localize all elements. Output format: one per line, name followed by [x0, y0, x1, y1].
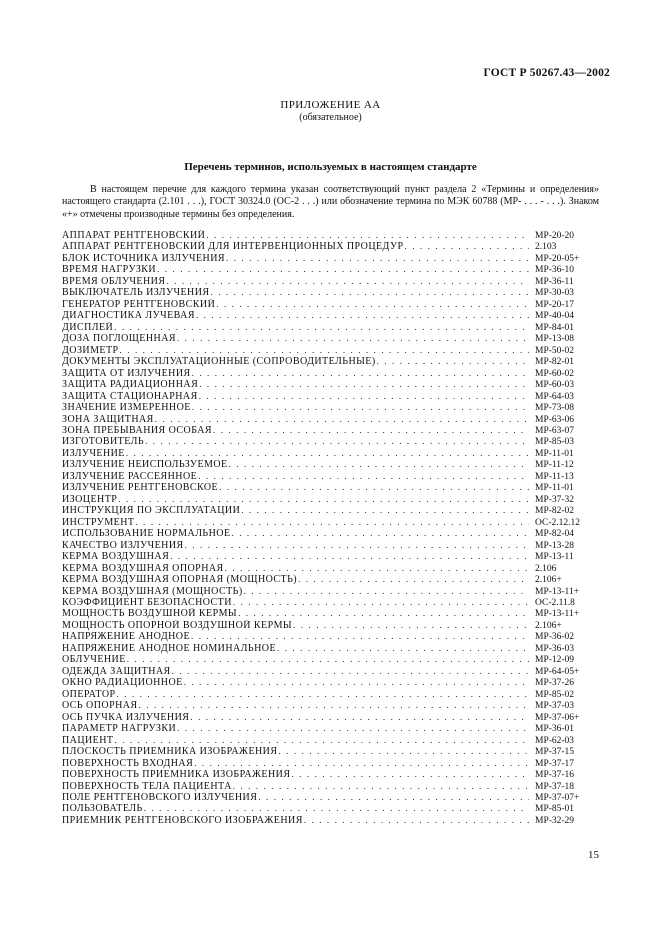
term-name: ОКНО РАДИАЦИОННОЕ	[62, 677, 183, 689]
term-row	[62, 563, 599, 574]
term-row	[62, 769, 599, 780]
term-reference: МР-11-01	[535, 448, 574, 459]
term-name: ОБЛУЧЕНИЕ	[62, 654, 126, 666]
term-reference: МР-85-02	[535, 689, 575, 700]
term-row	[62, 402, 599, 413]
term-reference: ОС-2.11.8	[535, 598, 575, 608]
term-reference: МР-37-18	[535, 781, 575, 792]
dot-leader	[184, 540, 529, 551]
dot-leader	[218, 482, 529, 493]
term-row	[62, 448, 599, 459]
term-row	[62, 677, 599, 688]
term-name: АППАРАТ РЕНТГЕНОВСКИЙ ДЛЯ ИНТЕРВЕНЦИОННЫХ ПРОЦЕДУР	[62, 241, 404, 253]
term-name: ПОЛЬЗОВАТЕЛЬ	[62, 803, 143, 815]
term-reference: МР-13-08	[535, 334, 575, 345]
dot-leader	[210, 287, 529, 298]
term-row	[62, 379, 599, 390]
term-reference: МР-32-29	[535, 815, 575, 826]
dot-leader	[232, 597, 529, 608]
term-reference: 2.103	[535, 242, 557, 253]
term-row	[62, 631, 599, 642]
dot-leader	[215, 299, 529, 310]
term-reference: МР-50-02	[535, 345, 575, 356]
term-name: ПОВЕРХНОСТЬ ВХОДНАЯ	[62, 757, 194, 769]
term-reference: МР-30-03	[535, 288, 575, 299]
term-name: ИСПОЛЬЗОВАНИЕ НОРМАЛЬНОЕ	[62, 528, 231, 540]
term-row	[62, 241, 599, 252]
term-reference: ОС-2.12.12	[535, 517, 580, 528]
annex-title: ПРИЛОЖЕНИЕ АА	[280, 99, 381, 111]
term-reference: МР-73-08	[535, 403, 575, 414]
dot-leader	[116, 689, 529, 700]
dot-leader	[183, 677, 529, 688]
term-reference: МР-36-11	[535, 276, 574, 287]
term-name: ОСЬ ПУЧКА ИЗЛУЧЕНИЯ	[62, 711, 190, 723]
term-row	[62, 253, 599, 264]
term-name: ДИАГНОСТИКА ЛУЧЕВАЯ	[62, 310, 195, 322]
term-row	[62, 287, 599, 298]
dot-leader	[297, 574, 529, 585]
dot-leader	[169, 551, 529, 562]
dot-leader	[225, 253, 529, 264]
term-row	[62, 276, 599, 287]
dot-leader	[198, 391, 529, 402]
term-row	[62, 643, 599, 654]
term-name: ГЕНЕРАТОР РЕНТГЕНОВСКИЙ	[62, 298, 216, 310]
term-reference: МР-64-05+	[535, 666, 580, 677]
term-name: МОЩНОСТЬ ОПОРНОЙ ВОЗДУШНОЙ КЕРМЫ	[62, 619, 293, 631]
term-reference: 2.106+	[535, 620, 562, 631]
dot-leader	[119, 345, 529, 356]
term-row	[62, 792, 599, 803]
term-reference: МР-82-02	[535, 506, 575, 517]
term-row	[62, 322, 599, 333]
term-reference: МР-12-09	[535, 655, 575, 666]
term-row	[62, 517, 599, 528]
term-reference: МР-37-03	[535, 701, 575, 712]
term-name: ЗАЩИТА ОТ ИЗЛУЧЕНИЯ	[62, 367, 191, 379]
term-row	[62, 735, 599, 746]
term-name: ИЗГОТОВИТЕЛЬ	[62, 436, 145, 448]
term-name: ИНСТРУКЦИЯ ПО ЭКСПЛУАТАЦИИ	[62, 505, 241, 517]
term-name: ПРИЕМНИК РЕНТГЕНОВСКОГО ИЗОБРАЖЕНИЯ	[62, 814, 303, 826]
term-row	[62, 689, 599, 700]
term-name: ДОЗА ПОГЛОЩЕННАЯ	[62, 333, 176, 345]
term-row	[62, 620, 599, 631]
dot-leader	[232, 781, 529, 792]
term-name: ЗАЩИТА РАДИАЦИОННАЯ	[62, 379, 199, 391]
intro-paragraph: В настоящем перечне для каждого термина указан соответствующий пункт раздела 2 «Термины и определения» настоящего стандарта (2.101 . . .), ГОСТ 30324.0 (ОС-2 . . .) или обозначение термина по МЭК 60788 (МР- . . . - . . .). Знаком «+» отмечены производные термины без определения.	[62, 184, 599, 220]
dot-leader	[212, 425, 529, 436]
term-reference: МР-37-32	[535, 494, 575, 505]
term-reference: 2.106	[535, 563, 557, 574]
term-row	[62, 528, 599, 539]
term-name: ВРЕМЯ НАГРУЗКИ	[62, 264, 157, 276]
term-row	[62, 551, 599, 562]
term-name: ЗНАЧЕНИЕ ИЗМЕРЕННОЕ	[62, 402, 191, 414]
term-reference: МР-20-20	[535, 231, 575, 241]
term-name: КЕРМА ВОЗДУШНАЯ	[62, 551, 170, 563]
term-row	[62, 482, 599, 493]
term-row	[62, 758, 599, 769]
term-row	[62, 666, 599, 677]
term-name: ЗОНА ЗАЩИТНАЯ	[62, 413, 154, 425]
term-reference: 2.106+	[535, 575, 562, 586]
dot-leader	[290, 769, 529, 780]
term-row	[62, 391, 599, 402]
dot-leader	[113, 735, 529, 746]
dot-leader	[165, 276, 529, 287]
dot-leader	[205, 230, 529, 241]
term-reference: МР-20-17	[535, 299, 575, 310]
term-row	[62, 471, 599, 482]
term-name: КЕРМА ВОЗДУШНАЯ ОПОРНАЯ (МОЩНОСТЬ)	[62, 574, 298, 586]
term-row	[62, 230, 599, 241]
term-row	[62, 505, 599, 516]
term-row	[62, 781, 599, 792]
term-reference: МР-62-03	[535, 735, 575, 746]
term-name: ИЗЛУЧЕНИЕ	[62, 447, 125, 459]
dot-leader	[171, 666, 529, 677]
dot-leader	[176, 723, 529, 734]
dot-leader	[126, 654, 529, 665]
dot-leader	[198, 379, 529, 390]
term-name: ИНСТРУМЕНТ	[62, 516, 135, 528]
annex-note: (обязательное)	[299, 112, 362, 123]
term-row	[62, 540, 599, 551]
term-reference: МР-37-17	[535, 758, 575, 769]
term-reference: МР-82-01	[535, 357, 575, 368]
term-reference: МР-36-03	[535, 643, 575, 654]
term-row	[62, 815, 599, 826]
dot-leader	[134, 517, 529, 528]
terms-list	[62, 230, 599, 826]
term-reference: МР-37-16	[535, 770, 575, 781]
term-reference: МР-13-11	[535, 552, 574, 563]
term-name: ВЫКЛЮЧАТЕЛЬ ИЗЛУЧЕНИЯ	[62, 287, 210, 299]
dot-leader	[237, 608, 529, 619]
dot-leader	[257, 792, 529, 803]
term-reference: МР-63-07	[535, 425, 575, 436]
term-row	[62, 723, 599, 734]
term-name: ДОЗИМЕТР	[62, 344, 119, 356]
term-name: ПОВЕРХНОСТЬ ТЕЛА ПАЦИЕНТА	[62, 780, 232, 792]
term-row	[62, 746, 599, 757]
term-name: ЗАЩИТА СТАЦИОНАРНАЯ	[62, 390, 198, 402]
dot-leader	[231, 528, 529, 539]
term-name: ПОЛЕ РЕНТГЕНОВСКОГО ИЗЛУЧЕНИЯ	[62, 791, 258, 803]
term-reference: МР-20-05+	[535, 253, 580, 264]
term-name: ИЗЛУЧЕНИЕ РЕНТГЕНОВСКОЕ	[62, 482, 219, 494]
dot-leader	[125, 448, 529, 459]
term-reference: МР-11-12	[535, 460, 574, 471]
term-row	[62, 459, 599, 470]
term-reference: МР-11-01	[535, 483, 574, 494]
term-row	[62, 333, 599, 344]
term-row	[62, 345, 599, 356]
term-name: ПОВЕРХНОСТЬ ПРИЕМНИКА ИЗОБРАЖЕНИЯ	[62, 769, 291, 781]
term-reference: МР-63-06	[535, 414, 575, 425]
term-row	[62, 494, 599, 505]
dot-leader	[195, 310, 529, 321]
dot-leader	[144, 436, 529, 447]
term-name: НАПРЯЖЕНИЕ АНОДНОЕ	[62, 631, 191, 643]
dot-leader	[191, 368, 529, 379]
dot-leader	[176, 333, 529, 344]
dot-leader	[143, 803, 529, 814]
term-reference: МР-60-02	[535, 368, 575, 379]
term-name: ВРЕМЯ ОБЛУЧЕНИЯ	[62, 275, 166, 287]
dot-leader	[113, 322, 529, 333]
term-reference: МР-40-04	[535, 311, 575, 322]
dot-leader	[240, 505, 529, 516]
dot-leader	[404, 241, 530, 252]
term-row	[62, 586, 599, 597]
term-name: БЛОК ИСТОЧНИКА ИЗЛУЧЕНИЯ	[62, 252, 226, 264]
dot-leader	[276, 643, 529, 654]
term-name: ОСЬ ОПОРНАЯ	[62, 700, 138, 712]
dot-leader	[197, 471, 529, 482]
term-row	[62, 414, 599, 425]
term-name: ИЗЛУЧЕНИЕ НЕИСПОЛЬЗУЕМОЕ	[62, 459, 228, 471]
annex-heading	[0, 99, 661, 124]
term-row	[62, 264, 599, 275]
term-reference: МР-37-06+	[535, 712, 580, 723]
term-reference: МР-85-01	[535, 804, 575, 815]
term-reference: МР-13-11+	[535, 609, 580, 620]
term-name: КЕРМА ВОЗДУШНАЯ ОПОРНАЯ	[62, 562, 224, 574]
term-row	[62, 368, 599, 379]
term-row	[62, 608, 599, 619]
term-reference: МР-37-15	[535, 747, 575, 758]
term-name: МОЩНОСТЬ ВОЗДУШНОЙ КЕРМЫ	[62, 608, 238, 620]
dot-leader	[277, 746, 529, 757]
term-row	[62, 597, 599, 608]
term-reference: МР-60-03	[535, 380, 575, 391]
dot-leader	[117, 494, 529, 505]
dot-leader	[193, 758, 529, 769]
term-reference: МР-85-03	[535, 437, 575, 448]
list-title: Перечень терминов, используемых в настоящем стандарте	[184, 161, 477, 173]
term-reference: МР-36-02	[535, 632, 575, 643]
term-row	[62, 356, 599, 367]
term-reference: МР-36-01	[535, 724, 575, 735]
term-name: ПАЦИЕНТ	[62, 734, 114, 746]
term-reference: МР-11-13	[535, 471, 574, 482]
term-row	[62, 700, 599, 711]
dot-leader	[303, 815, 529, 826]
dot-leader	[292, 620, 529, 631]
term-name: ДИСПЛЕЙ	[62, 321, 114, 333]
term-row	[62, 299, 599, 310]
term-name: ЗОНА ПРЕБЫВАНИЯ ОСОБАЯ	[62, 424, 213, 436]
term-name: ОПЕРАТОР	[62, 688, 116, 700]
dot-leader	[191, 402, 529, 413]
dot-leader	[156, 264, 529, 275]
term-name: ОДЕЖДА ЗАЩИТНАЯ	[62, 665, 171, 677]
dot-leader	[190, 631, 529, 642]
term-row	[62, 574, 599, 585]
term-name: АППАРАТ РЕНТГЕНОВСКИЙ	[62, 230, 206, 241]
dot-leader	[224, 563, 529, 574]
term-reference: МР-82-04	[535, 529, 575, 540]
dot-leader	[138, 700, 529, 711]
term-name: КОЭФФИЦИЕНТ БЕЗОПАСНОСТИ	[62, 597, 232, 608]
dot-leader	[243, 586, 529, 597]
term-row	[62, 654, 599, 665]
page-number: 15	[588, 849, 599, 861]
dot-leader	[189, 712, 529, 723]
term-reference: МР-13-11+	[535, 586, 580, 597]
dot-leader	[154, 414, 529, 425]
term-reference: МР-37-26	[535, 678, 575, 689]
term-reference: МР-36-10	[535, 265, 575, 276]
term-reference: МР-84-01	[535, 322, 575, 333]
dot-leader	[228, 459, 529, 470]
term-row	[62, 436, 599, 447]
term-row	[62, 310, 599, 321]
term-reference: МР-37-07+	[535, 792, 580, 803]
term-name: КАЧЕСТВО ИЗЛУЧЕНИЯ	[62, 539, 184, 551]
term-name: ДОКУМЕНТЫ ЭКСПЛУАТАЦИОННЫЕ (СОПРОВОДИТЕЛЬНЫЕ)	[62, 356, 376, 368]
document-code: ГОСТ Р 50267.43—2002	[483, 67, 610, 79]
term-name: ПЛОСКОСТЬ ПРИЕМНИКА ИЗОБРАЖЕНИЯ	[62, 746, 278, 758]
term-reference: МР-13-28	[535, 540, 575, 551]
term-reference: МР-64-03	[535, 391, 575, 402]
term-name: ИЗЛУЧЕНИЕ РАССЕЯННОЕ	[62, 470, 198, 482]
term-name: НАПРЯЖЕНИЕ АНОДНОЕ НОМИНАЛЬНОЕ	[62, 642, 277, 654]
term-name: ПАРАМЕТР НАГРУЗКИ	[62, 723, 177, 735]
dot-leader	[376, 356, 529, 367]
term-name: ИЗОЦЕНТР	[62, 493, 118, 505]
term-row	[62, 425, 599, 436]
term-row	[62, 803, 599, 814]
term-name: КЕРМА ВОЗДУШНАЯ (МОЩНОСТЬ)	[62, 585, 243, 597]
term-row	[62, 712, 599, 723]
